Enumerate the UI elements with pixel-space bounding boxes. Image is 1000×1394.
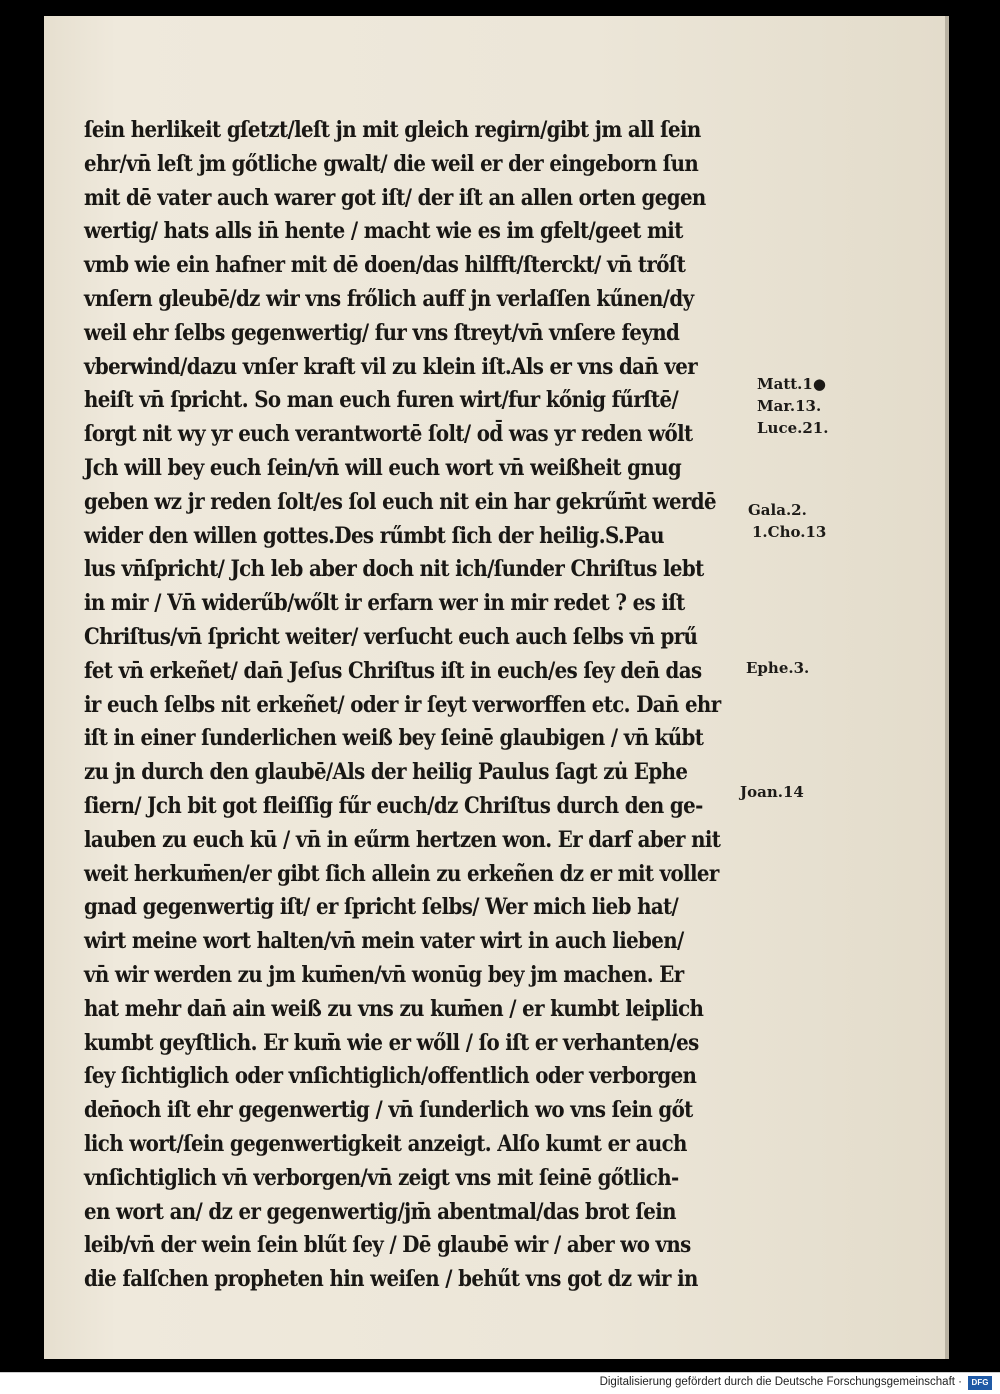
text-line: lus vn̄ſpricht/ Jch leb aber doch nit ich/ſunder Chriſtus lebt: [84, 556, 704, 583]
text-line: iſt in einer ſunderlichen weiß bey ſeinē glaubigen / vn̄ kűbt: [84, 725, 704, 752]
text-line: vn̄ wir werden zu jm kum̄en/vn̄ wonūg bey jm machen. Er: [84, 961, 684, 988]
footer-bar: [0, 1372, 1000, 1394]
text-line: zu jn durch den glaubē/Als der heilig Paulus ſagt zu̇ Ephe: [84, 759, 688, 786]
text-line: ir euch ſelbs nit erkeñet/ oder ir ſeyt verworffen etc. Dan̄ ehr: [84, 691, 721, 718]
text-line: weil ehr ſelbs gegenwertig/ fur vns ſtreyt/vn̄ vnſere feynd: [84, 319, 680, 346]
text-line: Chriſtus/vn̄ ſpricht weiter/ verſucht euch auch ſelbs vn̄ prű: [84, 623, 698, 650]
text-line: lich wort/ſein gegenwertigkeit anzeigt. Alſo kumt er auch: [84, 1130, 687, 1157]
marginal-reference: Ephe.3.: [746, 659, 810, 677]
text-line: vmb wie ein hafner mit dē doen/das hilfft/ſterckt/ vn̄ trőſt: [84, 252, 686, 279]
text-line: ehr/vn̄ leſt jm gőtliche gwalt/ die weil er der eingeborn ſun: [84, 150, 699, 177]
text-line: fet vn̄ erkeñet/ dan̄ Jeſus Chriſtus iſt in euch/es ſey den̄ das: [84, 657, 702, 684]
text-line: ſey ſichtiglich oder vnſichtiglich/offentlich oder verborgen: [84, 1063, 697, 1090]
text-line: lauben zu euch kū / vn̄ in eűrm hertzen won. Er darf aber nit: [84, 826, 721, 853]
text-line: vnſichtiglich vn̄ verborgen/vn̄ zeigt vns mit ſeinē gőtlich-: [84, 1164, 679, 1191]
text-line: weit herkum̄en/er gibt ſich allein zu erkeñen dz er mit voller: [84, 860, 719, 887]
text-line: Jch will bey euch ſein/vn̄ will euch wort vn̄ weißheit gnug: [84, 454, 682, 481]
text-line: ſein herlikeit gſetzt/leſt jn mit gleich regirn/gibt jm all ſein: [84, 117, 701, 143]
text-line: gnad gegenwertig iſt/ er ſpricht ſelbs/ Wer mich lieb hat/: [84, 894, 679, 921]
text-line: ſiern/ Jch bit got fleiſſig fűr euch/dz Chriſtus durch den ge-: [84, 792, 703, 819]
dfg-logo: DFG: [968, 1376, 992, 1390]
marginal-reference: Luce.21.: [757, 419, 829, 437]
marginal-reference: Mar.13.: [757, 397, 822, 415]
text-line: mit dē vater auch warer got iſt/ der iſt an allen orten gegen: [84, 184, 706, 211]
text-line: vnſern gleubē/dz wir vns frőlich auff jn verlaſſen kűnen/dy: [84, 285, 694, 312]
marginal-reference: 1.Cho.13: [752, 523, 827, 541]
text-line: geben wz jr reden ſolt/es ſol euch nit ein har gekrűm̄t werdē: [84, 488, 716, 515]
text-line: leib/vn̄ der wein ſein blűt ſey / Dē glaubē wir / aber wo vns: [84, 1232, 691, 1259]
marginal-reference: Matt.1●: [757, 375, 826, 393]
text-line: den̄och iſt ehr gegenwertig / vn̄ ſunderlich wo vns ſein gőt: [84, 1097, 693, 1124]
text-line: vberwind/dazu vnſer kraft vil zu klein iſt.Als er vns dan̄ ver: [84, 353, 698, 380]
text-line: wirt meine wort halten/vn̄ mein vater wirt in auch lieben/: [84, 928, 684, 955]
text-line: hat mehr dan̄ ain weiß zu vns zu kum̄en / er kumbt leiplich: [84, 995, 704, 1022]
text-line: heiſt vn̄ ſpricht. So man euch furen wirt/fur kőnig fűrſtē/: [84, 387, 679, 414]
page-text: [84, 114, 744, 1297]
text-line: ſorgt nit wy yr euch verantwortē ſolt/ od̄ was yr reden wőlt: [84, 421, 693, 448]
text-line: en wort an/ dz er gegenwertig/jm̄ abentmal/das brot ſein: [84, 1198, 676, 1225]
page-edge: [945, 16, 949, 1359]
text-line: wertig/ hats alls in̄ hente / macht wie es im gfelt/geet mit: [84, 218, 683, 245]
marginal-reference: Joan.14: [740, 783, 804, 801]
text-line: wider den willen gottes.Des rűmbt ſich der heilig.S.Pau: [84, 522, 664, 549]
marginal-reference: Gala.2.: [748, 501, 807, 519]
text-line: in mir / Vn̄ widerűb/wőlt ir erfarn wer in mir redet ? es iſt: [84, 590, 685, 617]
text-line: kumbt geyſtlich. Er kum̄ wie er wőll / ſo iſt er verhanten/es: [84, 1029, 699, 1056]
funding-credit: Digitalisierung gefördert durch die Deutsche Forschungsgemeinschaft ·: [599, 1376, 962, 1388]
text-line: die falſchen propheten hin weiſen / behűt vns got dz wir in: [84, 1266, 698, 1293]
